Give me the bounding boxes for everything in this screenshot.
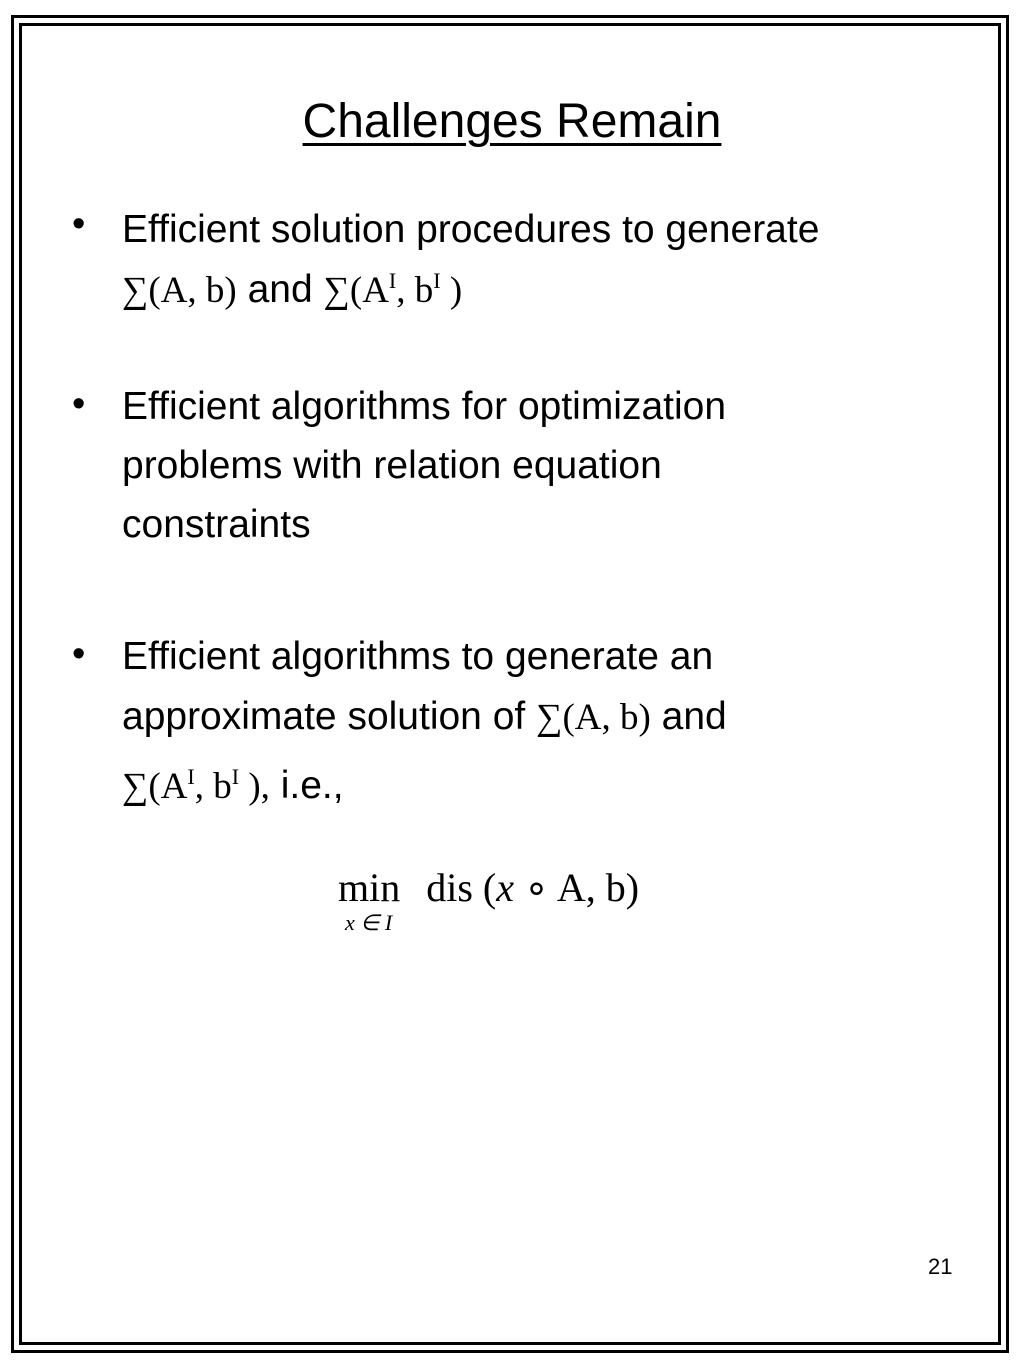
bullet-marker: • (72, 383, 86, 425)
bullet-marker: • (72, 633, 86, 675)
text-and: and (236, 268, 324, 311)
text-approximate-solution: approximate solution of (122, 695, 537, 738)
bullet-1-line-2 (122, 266, 462, 315)
bullet-3-line-1: Efficient algorithms to generate an (122, 635, 714, 678)
formula-rest: ∘ A, b) (514, 865, 640, 910)
formula-min-dis (338, 864, 639, 912)
bullet-1-line-1: Efficient solution procedures to generate (122, 208, 820, 251)
math-sum-a-b: ∑(A, b) (122, 270, 237, 311)
bullet-3-line-2 (122, 693, 727, 742)
math-sum-a-b: ∑(A, b) (536, 697, 651, 738)
page-number: 21 (928, 1254, 953, 1279)
math-sum-ai-bi: $\sum(A^I$, $b^I$ ) (323, 268, 463, 311)
text-ie: i.e., (269, 764, 344, 807)
formula-x: x (496, 865, 514, 910)
slide-title (0, 92, 1024, 152)
formula-min: min (338, 865, 401, 910)
formula-dis: dis ( (426, 865, 497, 910)
text-and: and (650, 695, 727, 738)
bullet-2-line-2: problems with relation equation (122, 444, 662, 487)
bullet-2-line-1: Efficient algorithms for optimization (122, 385, 727, 428)
bullet-3-line-3 (122, 762, 344, 811)
bullet-marker: • (72, 203, 86, 245)
bullet-2-line-3: constraints (122, 503, 311, 546)
slide-title-text: Challenges Remain (302, 95, 722, 148)
formula-subscript: x ∈ I (345, 910, 393, 935)
math-sum-ai-bi: $\sum(A^I$, $b^I$ ), (122, 764, 270, 807)
